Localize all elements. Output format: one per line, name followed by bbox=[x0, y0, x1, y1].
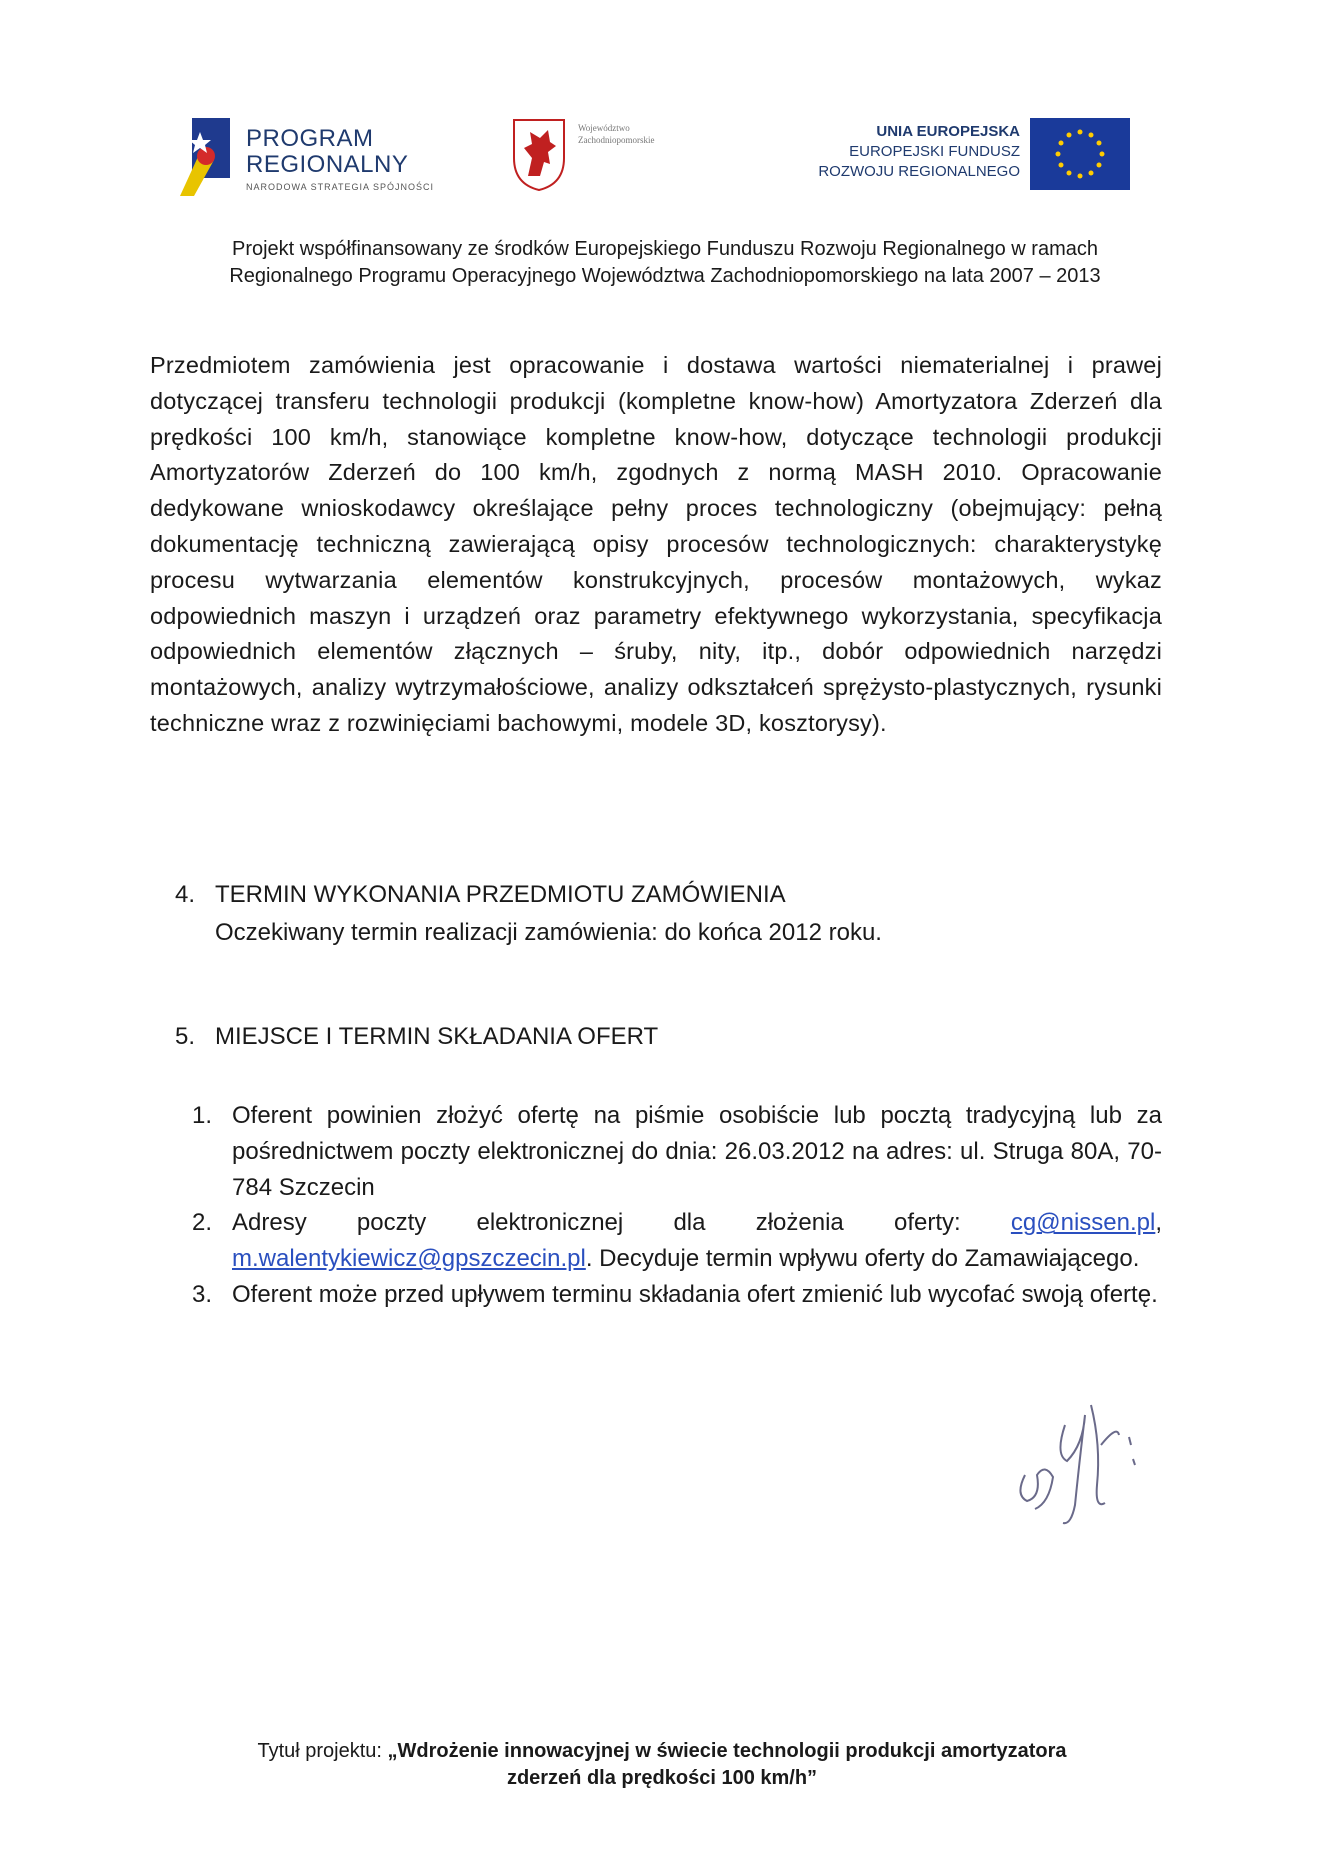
program-line: PROGRAM bbox=[246, 125, 374, 152]
eu-logo bbox=[760, 118, 1130, 193]
list-item bbox=[192, 1277, 1162, 1313]
email-link-nissen[interactable]: cg@nissen.pl bbox=[1010, 1209, 1156, 1237]
handwritten-signature bbox=[1005, 1385, 1150, 1535]
griffin-coat-of-arms-icon bbox=[510, 118, 568, 192]
order-subject-paragraph: Przedmiotem zamówienia jest opracowanie i dostawa wartości niematerialnej i prawej dotyczącej transferu technologii produkcji (kompletne know-how) Amortyzatora Zderzeń dla prędkości 100 km/h, stanowiące kompletne know-how, dotyczące technologii produkcji Amortyzatorów Zderzeń do 100 km/h, zgodnych z normą MASH 2010. Opracowanie dedykowane wnioskodawcy określające pełny proces technologiczny (obejmujący: pełną dokumentację techniczną zawierającą opisy procesów technologicznych: charakterystykę procesu wytwarzania elementów konstrukcyjnych, procesów montażowych, wykaz odpowiednich maszyn i urządzeń oraz parametry efektywnego wykorzystania, specyfikacja odpowiednich elementów złącznych – śruby, nity, itp., dobór odpowiednich narzędzi montażowych, analizy wytrzymałościowe, analizy odkształceń sprężysto-plastycznych, rysunki techniczne wraz z rozwinięciami bachowymi, modele 3D, kosztorysy). bbox=[150, 352, 1162, 736]
section-5-number: 5. bbox=[175, 1023, 196, 1050]
regionalny-line: REGIONALNY bbox=[246, 151, 409, 178]
program-regionalny-logo bbox=[180, 118, 480, 198]
footer-title-line2: zderzeń dla prędkości 100 km/h” bbox=[506, 1767, 818, 1789]
voivodeship-text bbox=[578, 122, 654, 146]
list-item bbox=[192, 1205, 1162, 1277]
eu-line3: ROZWOJU REGIONALNEGO bbox=[818, 163, 1020, 180]
footer-line1 bbox=[150, 1738, 1174, 1765]
cofinancing-line2: Regionalnego Programu Operacyjnego Województwa Zachodniopomorskiego na lata 2007 – 2013 bbox=[229, 265, 1101, 287]
cofinancing-statement bbox=[170, 236, 1160, 290]
list-item-text-prefix: Adresy poczty elektronicznej dla złożenia oferty: bbox=[232, 1209, 1011, 1237]
footer-title-line1: „Wdrożenie innowacyjnej w świecie technologii produkcji amortyzatora bbox=[387, 1740, 1067, 1762]
project-title-footer bbox=[150, 1738, 1174, 1792]
voivodeship-line2: Zachodniopomorskie bbox=[578, 135, 655, 145]
cofinancing-line1: Projekt współfinansowany ze środków Europejskiego Funduszu Rozwoju Regionalnego w ramach bbox=[231, 238, 1098, 260]
list-item-text: Oferent może przed upływem terminu składania ofert zmienić lub wycofać swoją ofertę. bbox=[232, 1280, 1158, 1308]
section-5-heading: MIEJSCE I TERMIN SKŁADANIA OFERT bbox=[215, 1023, 659, 1050]
footer-label: Tytuł projektu: bbox=[257, 1740, 388, 1762]
voivodeship-line1: Województwo bbox=[578, 123, 630, 133]
voivodeship-logo bbox=[510, 118, 730, 198]
list-item bbox=[192, 1098, 1162, 1205]
footer-line2 bbox=[150, 1765, 1174, 1792]
offer-submission-list bbox=[192, 1098, 1162, 1313]
eu-line1: UNIA EUROPEJSKA bbox=[876, 123, 1020, 140]
eu-line2: EUROPEJSKI FUNDUSZ bbox=[849, 143, 1020, 160]
list-item-number: 2. bbox=[192, 1209, 213, 1237]
section-4-number: 4. bbox=[175, 881, 196, 908]
eu-flag-icon bbox=[1030, 118, 1130, 190]
list-item-text-suffix: . Decyduje termin wpływu oferty do Zamawiającego. bbox=[585, 1245, 1140, 1273]
list-item-number: 1. bbox=[192, 1102, 213, 1129]
email-link-gpszczecin[interactable]: m.walentykiewicz@gpszczecin.pl bbox=[232, 1245, 586, 1273]
program-regionalny-emblem-icon bbox=[180, 118, 230, 196]
program-regionalny-subtitle: NARODOWA STRATEGIA SPÓJNOŚCI bbox=[246, 182, 435, 192]
eu-logo-text bbox=[818, 122, 1020, 182]
email-separator: , bbox=[1155, 1209, 1162, 1237]
section-4-heading: TERMIN WYKONANIA PRZEDMIOTU ZAMÓWIENIA bbox=[215, 881, 786, 908]
program-regionalny-title bbox=[246, 126, 408, 178]
section-4-text: Oczekiwany termin realizacji zamówienia: do końca 2012 roku. bbox=[215, 919, 882, 946]
list-item-text: Oferent powinien złożyć ofertę na piśmie osobiście lub pocztą tradycyjną lub za pośrednictwem poczty elektronicznej do dnia: 26.03.2012 na adres: ul. Struga 80A, 70-784 Szczecin bbox=[232, 1102, 1162, 1201]
list-item-number: 3. bbox=[192, 1280, 213, 1308]
